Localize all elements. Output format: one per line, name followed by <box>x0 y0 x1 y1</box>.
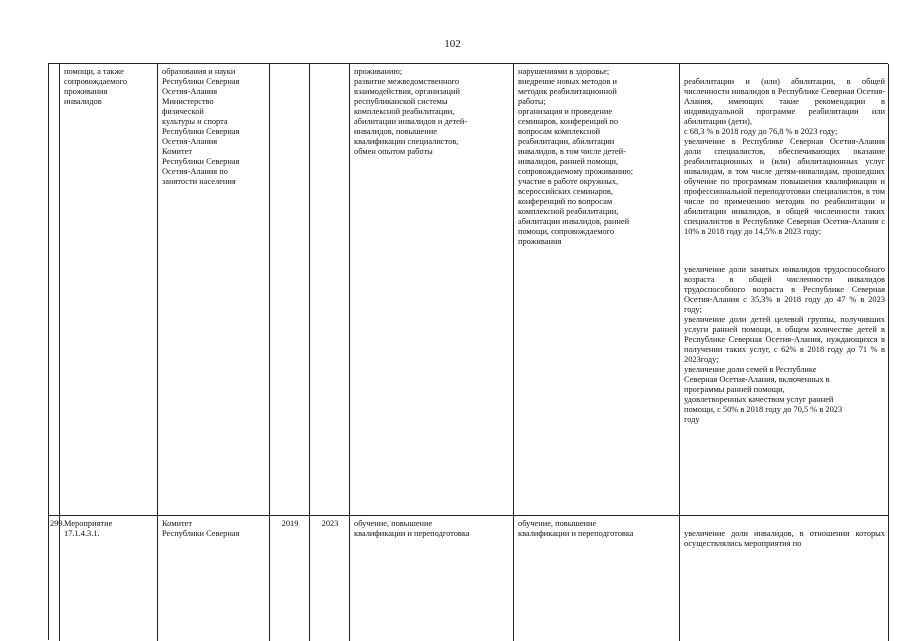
row-number-cell <box>49 64 60 515</box>
results-cell <box>680 64 889 515</box>
end-year-cell: 2023 <box>310 516 350 641</box>
measure-name-cell: помощи, а также сопровождаемого проживания инвалидов <box>60 64 158 515</box>
start-year-cell <box>270 64 310 515</box>
results-paragraph: увеличение доли занятых инвалидов трудоспособного возраста в общей численности инвалидов трудоспособного возраста в Республике Северная Осетия-Алания с 35,3% в 2018 году до 47 % в 2023 году; увеличение доли детей целевой группы, получивших услуги ранней помощи, в общем количестве детей в Республике Северная Осетия-Алания, нуждающихся в получении таких услуг, с 62% в 2018 году до 71 % в 2023году; увеличение доли семей в Республике Северная Осетия-Алания, включенных в программы ранней помощи, удовлетворенных качеством услуг ранней помощи, с 50% в 2018 году до 70,5 % в 2023 году <box>684 265 885 424</box>
table-row <box>49 516 889 641</box>
directions-cell: обучение, повышение квалификации и переподготовка <box>514 516 680 641</box>
directions-cell: нарушениями в здоровье; внедрение новых методов и методик реабилитационной работы; организация и проведение семинаров, конференций по вопросам комплексной реабилитации, абилитации инвалидов, в том числе детей- инвалидов, ранней помощи, сопровождаемому проживанию; участие в работе окружных, всероссийских семинаров, конференций по вопросам комплексной реабилитации, абилитации инвалидов, ранней помощи, сопровождаемого проживания <box>514 64 680 515</box>
row-number-cell: 299. <box>49 516 60 641</box>
start-year-cell: 2019 <box>270 516 310 641</box>
paragraph-gap <box>684 247 885 255</box>
content-cell: обучение, повышение квалификации и переподготовка <box>350 516 514 641</box>
results-cell <box>680 516 889 641</box>
executor-cell: Комитет Республики Северная <box>158 516 270 641</box>
results-paragraph: реабилитации и (или) абилитации, в общей численности инвалидов в Республике Северная Осетия-Алания, имеющих такие рекомендации в индивидуальной программе реабилитации или абилитации (дети), с 68,3 % в 2018 году до 76,8 % в 2023 году; увеличение в Республике Северная Осетия-Алания доли специалистов, обеспечивающих оказание реабилитационных и (или) абилитационных услуг инвалидам, в том числе детям-инвалидам, прошедших обучение по программам повышения квалификации и профессиональной переподготовки специалистов, в том числе по применению методик по реабилитации и абилитации инвалидов, в общей численности таких специалистов в Республике Северная Осетия-Алания с 10% в 2018 году до 14,5% в 2023 году; <box>684 77 885 236</box>
document-table <box>48 63 888 640</box>
end-year-cell <box>310 64 350 515</box>
measure-name-cell: Мероприятие 17.1.4.3.1. <box>60 516 158 641</box>
table-row <box>49 64 889 516</box>
page-number: 102 <box>444 38 461 50</box>
executor-cell: образования и науки Республики Северная Осетия-Алания Министерство физической культуры и спорта Республики Северная Осетия-Алания Комитет Республики Северная Осетия-Алания по занятости населения <box>158 64 270 515</box>
content-cell: проживанию; развитие межведомственного взаимодействия, организаций республиканской системы комплексной реабилитации, абилитации инвалидов и детей- инвалидов, повышение квалификации специалистов, обмен опытом работы <box>350 64 514 515</box>
results-paragraph: увеличение доли инвалидов, в отношении которых осуществлялись мероприятия по <box>684 529 885 548</box>
